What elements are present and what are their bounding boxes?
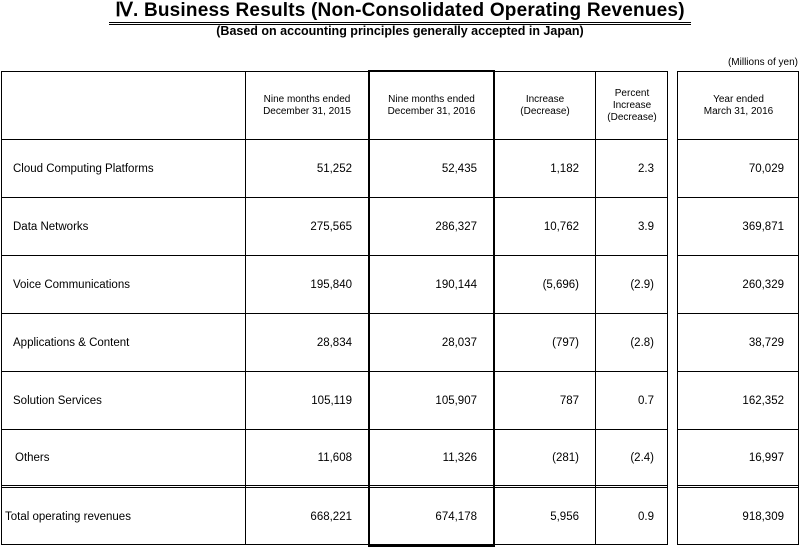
cell-year: 38,729 <box>748 336 784 349</box>
header-increase: Increase (Decrease) <box>520 93 570 117</box>
cell-2016: 28,037 <box>441 336 477 349</box>
page-title: Ⅳ. Business Results (Non-Consolidated Operating Revenues) <box>0 0 800 25</box>
cell-percent: (2.8) <box>630 336 654 349</box>
page-subtitle: (Based on accounting principles generally accepted in Japan) <box>216 24 584 38</box>
cell-percent: (2.4) <box>630 451 654 464</box>
cell-2015: 51,252 <box>316 162 352 175</box>
cell-increase: (281) <box>552 451 579 464</box>
cell-2015: 28,834 <box>316 336 352 349</box>
row-label: Voice Communications <box>13 278 130 291</box>
cell-increase: (5,696) <box>542 278 579 291</box>
cell-increase: 1,182 <box>550 162 579 175</box>
total-2015: 668,221 <box>310 510 352 523</box>
cell-increase: (797) <box>552 336 579 349</box>
cell-2015: 275,565 <box>310 220 352 233</box>
header-nine-2015: Nine months ended December 31, 2015 <box>263 93 351 117</box>
header-nine-2016: Nine months ended December 31, 2016 <box>387 93 476 117</box>
row-label: Applications & Content <box>13 336 130 349</box>
cell-percent: 3.9 <box>638 220 654 233</box>
cell-year: 260,329 <box>742 278 784 291</box>
cell-year: 16,997 <box>748 451 784 464</box>
cell-percent: (2.9) <box>630 278 654 291</box>
total-year: 918,309 <box>742 510 784 523</box>
row-label: Others <box>15 451 50 464</box>
cell-year: 369,871 <box>742 220 784 233</box>
cell-year: 162,352 <box>742 394 784 407</box>
cell-2016: 190,144 <box>435 278 477 291</box>
cell-increase: 787 <box>559 394 579 407</box>
cell-2016: 286,327 <box>435 220 477 233</box>
cell-2015: 11,608 <box>317 451 352 464</box>
unit-note: (Millions of yen) <box>727 57 798 68</box>
cell-2016: 11,326 <box>442 451 477 464</box>
cell-2016: 105,907 <box>435 394 477 407</box>
total-percent: 0.9 <box>638 510 654 523</box>
row-label: Solution Services <box>13 394 102 407</box>
cell-percent: 2.3 <box>638 162 654 175</box>
cell-2015: 195,840 <box>310 278 352 291</box>
total-2016: 674,178 <box>435 510 477 523</box>
row-label: Data Networks <box>13 220 89 233</box>
header-percent: Percent Increase (Decrease) <box>607 87 657 123</box>
cell-2016: 52,435 <box>441 162 477 175</box>
total-label: Total operating revenues <box>5 510 131 523</box>
row-label: Cloud Computing Platforms <box>13 162 154 175</box>
cell-increase: 10,762 <box>543 220 579 233</box>
header-year: Year ended March 31, 2016 <box>703 93 774 117</box>
total-increase: 5,956 <box>550 510 579 523</box>
cell-2015: 105,119 <box>311 394 352 407</box>
cell-year: 70,029 <box>748 162 784 175</box>
cell-percent: 0.7 <box>638 394 654 407</box>
